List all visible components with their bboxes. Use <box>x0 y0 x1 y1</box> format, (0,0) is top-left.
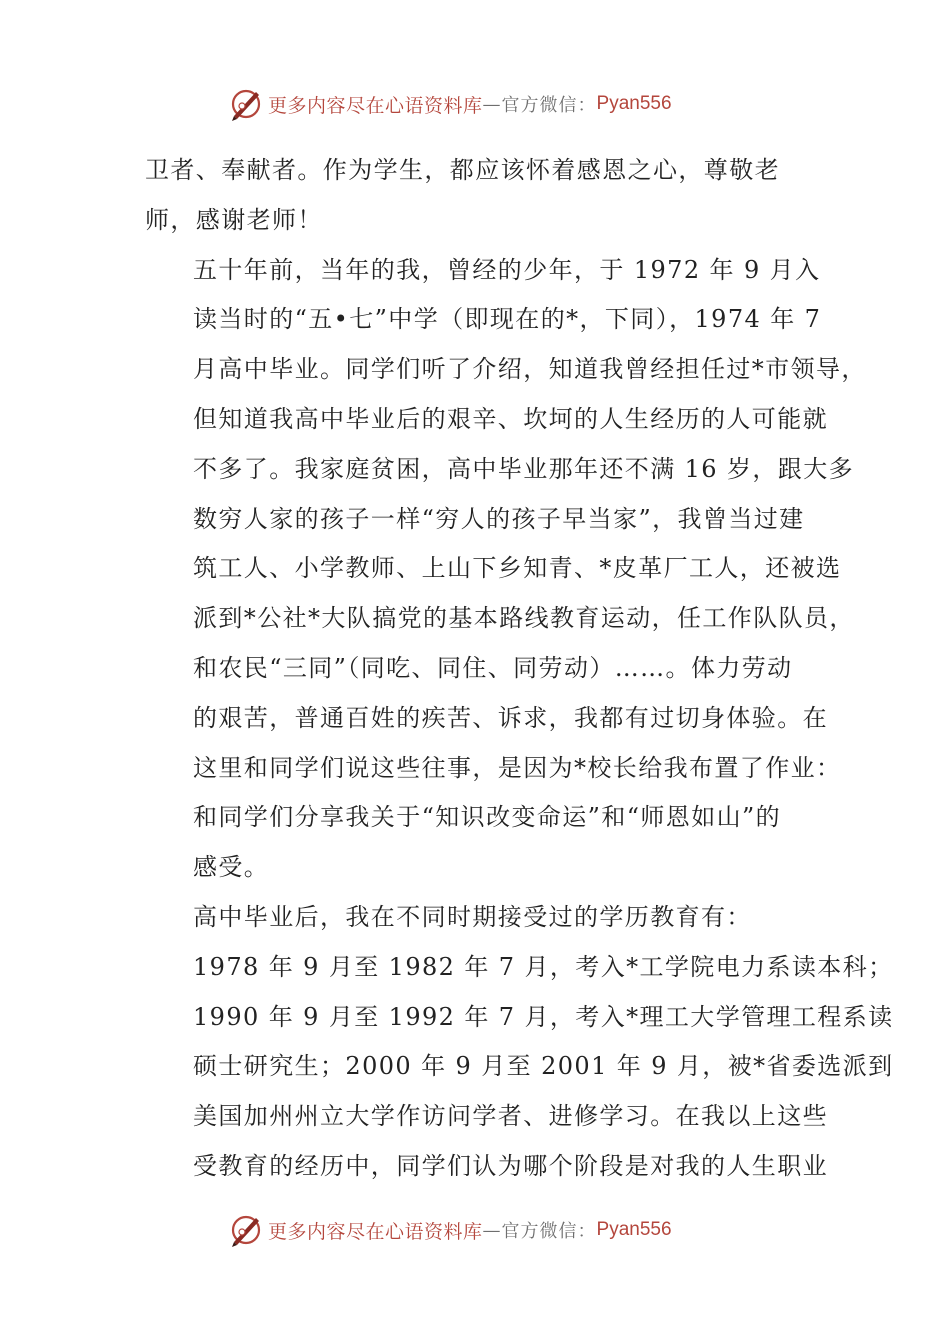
text-line: 不多了。我家庭贫困，高中毕业那年还不满 16 岁，跟大多 <box>193 454 854 483</box>
body-text <box>145 146 894 1192</box>
watermark-site-name: 更多内容尽在心语资料库 <box>268 94 483 117</box>
text-line: 高中毕业后，我在不同时期接受过的学历教育有： <box>193 902 752 931</box>
pen-logo-icon <box>228 1212 264 1248</box>
watermark-dash: — <box>482 1219 502 1241</box>
text-line: 卫者、奉献者。作为学生，都应该怀着感恩之心，尊敬老 <box>145 156 780 184</box>
text-line: 的艰苦，普通百姓的疾苦、诉求，我都有过切身体验。在 <box>193 703 828 732</box>
text-line: 这里和同学们说这些往事，是因为*校长给我布置了作业： <box>193 753 842 782</box>
text-line: 师，感谢老师！ <box>145 205 323 234</box>
text-line: 硕士研究生；2000 年 9 月至 2001 年 9 月，被*省委选派到 <box>193 1052 894 1081</box>
header-watermark <box>228 84 672 124</box>
text-line: 筑工人、小学教师、上山下乡知青、*皮革厂工人，还被选 <box>193 554 842 583</box>
paragraph-2 <box>145 246 867 893</box>
text-line: 和农民“三同”（同吃、同住、同劳动）……。体力劳动 <box>193 653 793 682</box>
footer-watermark <box>228 1210 672 1250</box>
watermark-wechat-label: 官方微信： <box>501 1221 597 1242</box>
watermark-dash: — <box>482 93 502 115</box>
paragraph-1 <box>145 146 810 246</box>
watermark-wechat-label: 官方微信： <box>501 95 597 116</box>
text-line: 五十年前，当年的我，曾经的少年，于 1972 年 9 月入 <box>193 255 821 284</box>
text-line: 1990 年 9 月至 1992 年 7 月，考入*理工大学管理工程系读 <box>193 1002 894 1031</box>
text-line: 感受。 <box>193 853 270 882</box>
watermark-wechat-handle: Pyan556 <box>596 1219 672 1240</box>
text-line: 1978 年 9 月至 1982 年 7 月，考入*工学院电力系读本科； <box>193 952 894 981</box>
text-line: 读当时的“五•七”中学（即现在的*，下同），1974 年 7 <box>193 305 822 334</box>
pen-logo-icon <box>228 86 264 122</box>
text-line: 美国加州州立大学作访问学者、进修学习。在我以上这些 <box>193 1102 828 1131</box>
text-line: 但知道我高中毕业后的艰辛、坎坷的人生经历的人可能就 <box>193 404 828 433</box>
text-line: 数穷人家的孩子一样“穷人的孩子早当家”，我曾当过建 <box>193 504 805 533</box>
paragraph-3 <box>145 893 894 1192</box>
text-line: 派到*公社*大队搞党的基本路线教育运动，任工作队队员， <box>193 604 855 633</box>
watermark-site-name: 更多内容尽在心语资料库 <box>268 1220 483 1243</box>
watermark-wechat-handle: Pyan556 <box>596 93 672 114</box>
text-line: 受教育的经历中，同学们认为哪个阶段是对我的人生职业 <box>193 1151 828 1180</box>
text-line: 和同学们分享我关于“知识改变命运”和“师恩如山”的 <box>193 803 782 832</box>
text-line: 月高中毕业。同学们听了介绍，知道我曾经担任过*市领导， <box>193 355 867 384</box>
